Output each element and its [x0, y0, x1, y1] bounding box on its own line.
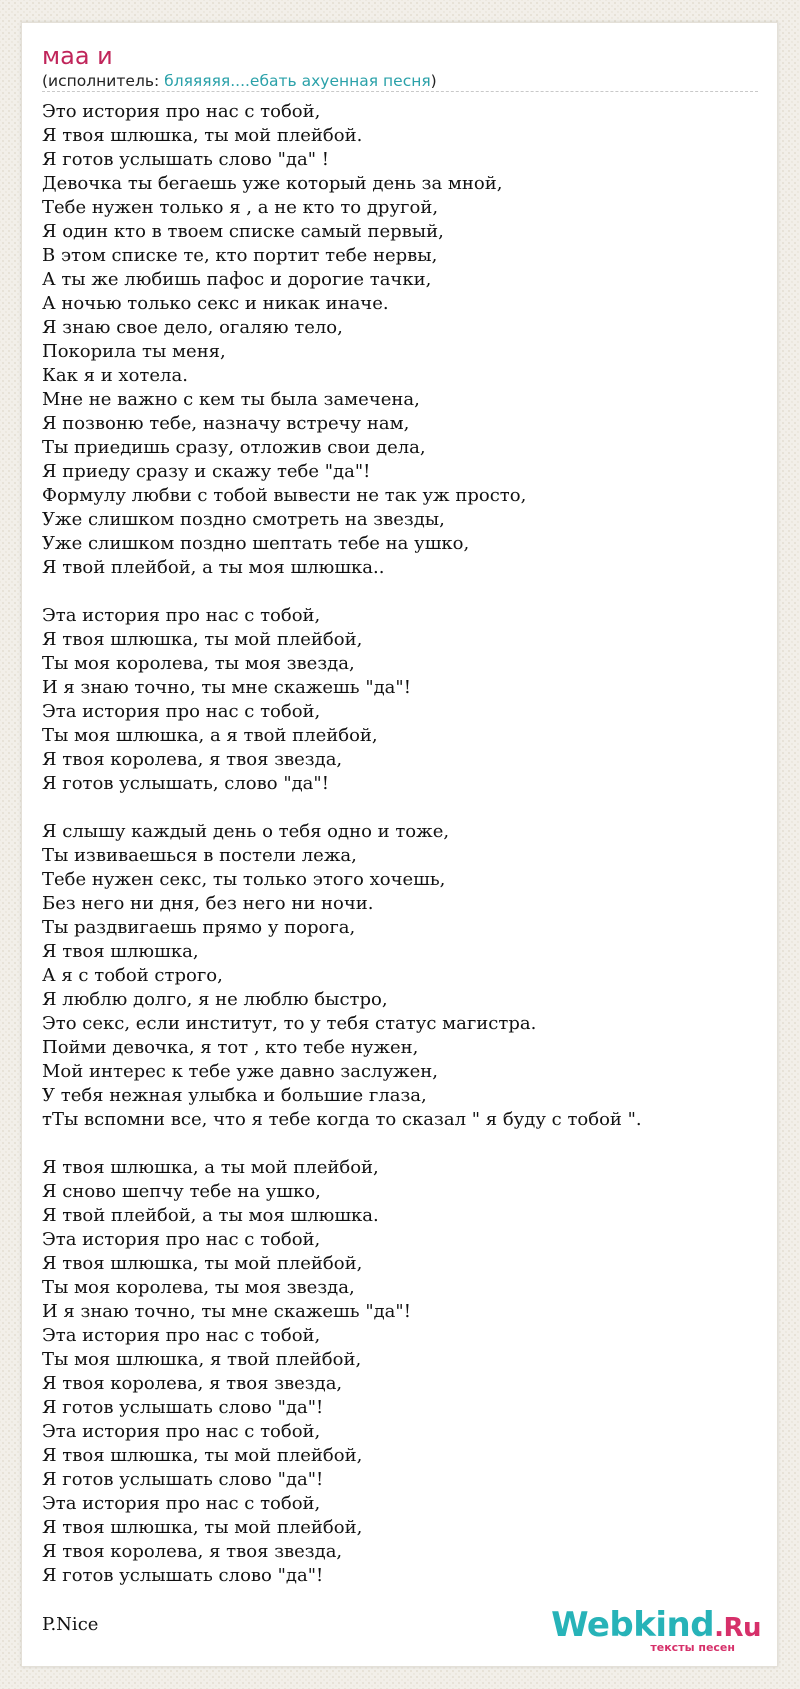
stanza-break [42, 796, 758, 820]
lyric-line: Уже слишком поздно смотреть на звезды, [42, 509, 445, 530]
lyric-line: Я позвоню тебе, назначу встречу нам, [42, 413, 410, 434]
lyric-line: И я знаю точно, ты мне скажешь "да"! [42, 1301, 411, 1322]
lyric-line: Девочка ты бегаешь уже который день за мной, [42, 173, 503, 194]
lyric-line: Пойми девочка, я тот , кто тебе нужен, [42, 1037, 419, 1058]
lyric-line: Я твоя королева, я твоя звезда, [42, 749, 343, 770]
lyrics-card [21, 22, 778, 1667]
lyric-line: Я твоя королева, я твоя звезда, [42, 1373, 343, 1394]
lyric-line: Как я и хотела. [42, 365, 188, 386]
lyric-line: Эта история про нас с тобой, [42, 1325, 321, 1346]
lyric-line: Я твоя шлюшка, ты мой плейбой, [42, 1517, 363, 1538]
lyric-line: Я люблю долго, я не люблю быстро, [42, 989, 388, 1010]
lyric-line: Ты моя королева, ты моя звезда, [42, 653, 355, 674]
artist-line [42, 71, 437, 91]
lyric-line: Я твоя королева, я твоя звезда, [42, 1541, 343, 1562]
lyrics-signature: P.Nice [42, 1614, 99, 1635]
stanza-break [42, 1132, 758, 1156]
lyric-line: Я твоя шлюшка, ты мой плейбой, [42, 629, 363, 650]
lyric-line: Ты извиваешься в постели лежа, [42, 845, 357, 866]
stanza-break [42, 580, 758, 604]
lyric-line: В этом списке те, кто портит тебе нервы, [42, 245, 438, 266]
lyric-line: Ты моя шлюшка, а я твой плейбой, [42, 725, 378, 746]
lyric-line: Эта история про нас с тобой, [42, 1229, 321, 1250]
lyric-line: Я знаю свое дело, огаляю тело, [42, 317, 343, 338]
lyric-line: У тебя нежная улыбка и большие глаза, [42, 1085, 427, 1106]
lyric-line: Я приеду сразу и скажу тебе "да"! [42, 461, 371, 482]
lyric-line: Я готов услышать слово "да"! [42, 1565, 324, 1586]
lyric-line: Я слышу каждый день о тебя одно и тоже, [42, 821, 450, 842]
artist-link[interactable]: бляяяяя....ебать ахуенная песня [164, 72, 431, 90]
lyric-line: Без него ни дня, без него ни ночи. [42, 893, 374, 914]
lyric-line: Я твоя шлюшка, ты мой плейбой, [42, 1253, 363, 1274]
lyric-line: А ты же любишь пафос и дорогие тачки, [42, 269, 432, 290]
artist-prefix: (исполнитель: [42, 72, 165, 90]
lyric-line: А я с тобой строго, [42, 965, 223, 986]
lyric-line: Это секс, если институт, то у тебя статус магистра. [42, 1013, 537, 1034]
lyric-line: А ночью только секс и никак иначе. [42, 293, 389, 314]
lyric-line: И я знаю точно, ты мне скажешь "да"! [42, 677, 411, 698]
site-logo[interactable] [551, 1605, 761, 1654]
logo-tagline: тексты песен [650, 1641, 735, 1654]
lyric-line: Я твоя шлюшка, а ты мой плейбой, [42, 1157, 379, 1178]
lyric-line: Я готов услышать слово "да"! [42, 1469, 324, 1490]
lyric-line: Мне не важно с кем ты была замечена, [42, 389, 420, 410]
lyric-line: Покорила ты меня, [42, 341, 226, 362]
lyric-line: Тебе нужен только я , а не кто то другой, [42, 197, 439, 218]
title-divider [42, 91, 758, 92]
logo-name: Webkind [551, 1605, 715, 1645]
lyric-line: Я готов услышать слово "да"! [42, 1397, 324, 1418]
lyric-line: Я твоя шлюшка, ты мой плейбой. [42, 125, 363, 146]
lyric-line: Формулу любви с тобой вывести не так уж просто, [42, 485, 527, 506]
lyric-line: тТы вспомни все, что я тебе когда то сказал " я буду с тобой ". [42, 1109, 642, 1130]
lyrics-text [42, 100, 758, 1588]
lyric-line: Я твоя шлюшка, [42, 941, 199, 962]
lyric-line: Это история про нас с тобой, [42, 101, 321, 122]
lyric-line: Мой интерес к тебе уже давно заслужен, [42, 1061, 438, 1082]
lyric-line: Ты моя шлюшка, я твой плейбой, [42, 1349, 362, 1370]
lyric-line: Эта история про нас с тобой, [42, 1421, 321, 1442]
lyric-line: Эта история про нас с тобой, [42, 701, 321, 722]
lyric-line: Я твоя шлюшка, ты мой плейбой, [42, 1445, 363, 1466]
song-title: маа и [42, 42, 113, 70]
lyric-line: Тебе нужен секс, ты только этого хочешь, [42, 869, 446, 890]
artist-suffix: ) [430, 72, 437, 90]
lyric-line: Я один кто в твоем списке самый первый, [42, 221, 444, 242]
lyric-line: Я твой плейбой, а ты моя шлюшка. [42, 1205, 379, 1226]
lyric-line: Я готов услышать, слово "да"! [42, 773, 329, 794]
lyric-line: Ты раздвигаешь прямо у порога, [42, 917, 356, 938]
logo-tld: .Ru [714, 1613, 761, 1643]
lyric-line: Ты приедишь сразу, отложив свои дела, [42, 437, 426, 458]
lyric-line: Я твой плейбой, а ты моя шлюшка.. [42, 557, 385, 578]
lyric-line: Я сново шепчу тебе на ушко, [42, 1181, 321, 1202]
lyric-line: Эта история про нас с тобой, [42, 1493, 321, 1514]
lyric-line: Я готов услышать слово "да" ! [42, 149, 329, 170]
lyric-line: Эта история про нас с тобой, [42, 605, 321, 626]
lyric-line: Ты моя королева, ты моя звезда, [42, 1277, 355, 1298]
lyric-line: Уже слишком поздно шептать тебе на ушко, [42, 533, 470, 554]
